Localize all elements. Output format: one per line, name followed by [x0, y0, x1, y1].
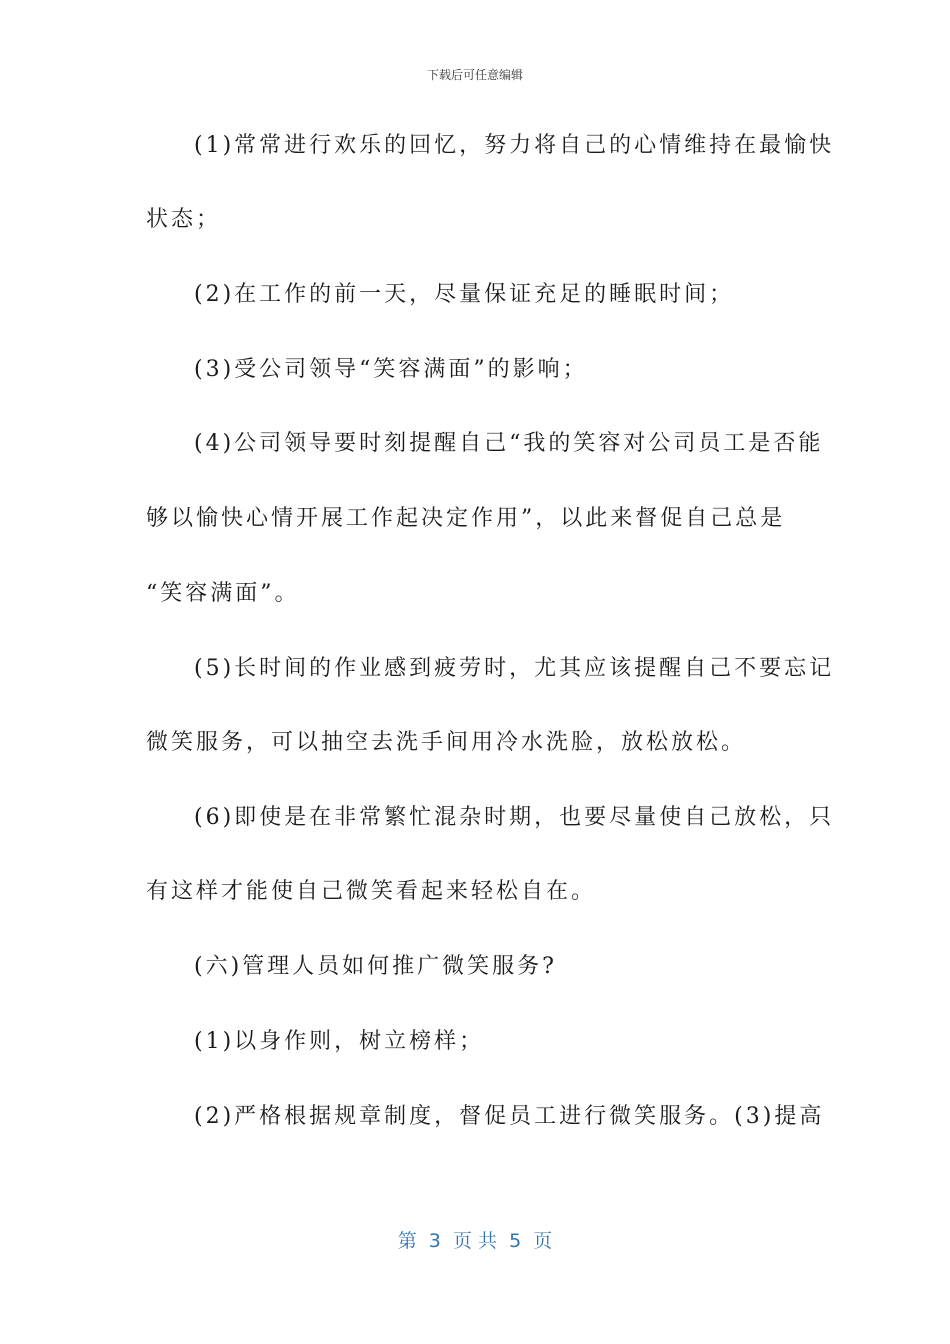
header-note: 下载后可任意编辑: [426, 68, 523, 82]
paragraph-line: (4)公司领导要时刻提醒自己“我的笑容对公司员工是否能: [194, 431, 824, 456]
paragraph-line: (3)受公司领导“笑容满面”的影响；: [194, 357, 588, 382]
paragraph-line: (5)长时间的作业感到疲劳时，尤其应该提醒自己不要忘记: [194, 656, 835, 681]
paragraph-line: (2)严格根据规章制度，督促员工进行微笑服务。(3)提高: [194, 1104, 825, 1129]
paragraph-line: 有这样才能使自己微笑看起来轻松自在。: [146, 879, 597, 904]
paragraph-line: 状态；: [146, 207, 222, 232]
section-heading: (六)管理人员如何推广微笑服务?: [194, 954, 557, 979]
paragraph-line: “笑容满面”。: [146, 581, 300, 606]
paragraph-line: (6)即使是在非常繁忙混杂时期，也要尽量使自己放松，只: [194, 805, 835, 830]
paragraph-line: (1)常常进行欢乐的回忆，努力将自己的心情维持在最愉快: [194, 133, 835, 158]
paragraph-line: 够以愉快心情开展工作起决定作用”，以此来督促自己总是: [146, 506, 786, 531]
paragraph-line: (1)以身作则，树立榜样；: [194, 1029, 485, 1054]
page-number-footer: 第 3 页 共 5 页: [397, 1230, 553, 1252]
paragraph-line: 微笑服务，可以抽空去洗手间用冷水洗脸，放松放松。: [146, 730, 747, 755]
paragraph-line: (2)在工作的前一天，尽量保证充足的睡眠时间；: [194, 282, 735, 307]
